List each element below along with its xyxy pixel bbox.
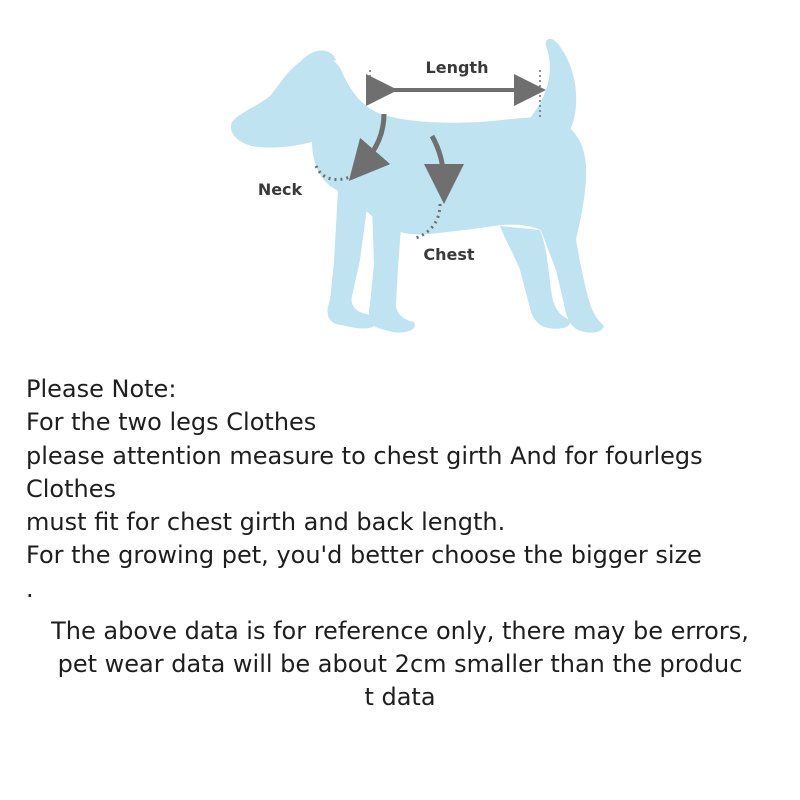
note-line-1: For the two legs Clothes (26, 408, 317, 436)
note-line-3: Clothes (26, 475, 116, 503)
note-heading: Please Note: (26, 375, 177, 403)
disclaimer-line-1: The above data is for reference only, there may be errors, (51, 617, 749, 645)
note-line-5: For the growing pet, you'd better choose the bigger size (26, 541, 702, 569)
length-label: Length (425, 58, 489, 77)
disclaimer-line-2: pet wear data will be about 2cm smaller than the produc (57, 650, 743, 678)
chest-label: Chest (423, 245, 475, 264)
length-measurement (370, 58, 540, 118)
note-line-4: must fit for chest girth and back length. (26, 508, 506, 536)
disclaimer-line-3: t data (364, 683, 436, 711)
dog-measurement-diagram (0, 0, 800, 345)
note-line-2: please attention measure to chest girth And for fourlegs (26, 442, 703, 470)
neck-label: Neck (257, 180, 303, 199)
note-line-6: . (26, 575, 34, 603)
